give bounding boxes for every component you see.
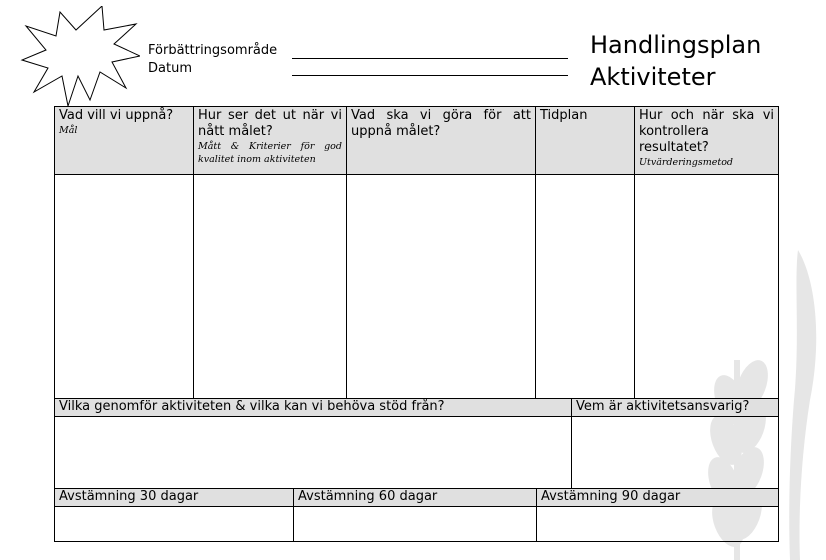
- column-criteria: [194, 107, 347, 174]
- reconciliation-table-header: [55, 489, 778, 507]
- column-evaluation-label: Hur och när ska vi kontrollera resultatet?: [639, 108, 774, 155]
- support-table-body: [55, 417, 778, 489]
- page-subtitle: Aktiviteter: [590, 63, 716, 91]
- activity-table-header: [55, 107, 778, 175]
- goal-input-cell[interactable]: [55, 175, 194, 399]
- evaluation-input-cell[interactable]: [635, 175, 778, 399]
- participants-input-cell[interactable]: [55, 417, 572, 489]
- column-goal-label: Vad vill vi uppnå?: [59, 108, 174, 123]
- column-schedule-label: Tidplan: [540, 108, 588, 123]
- column-criteria-label: Hur ser det ut när vi nått målet?: [198, 108, 342, 139]
- date-line[interactable]: [292, 75, 568, 76]
- reconciliation-30-header: Avstämning 30 dagar: [55, 489, 294, 506]
- column-goal: [55, 107, 194, 174]
- actions-input-cell[interactable]: [347, 175, 536, 399]
- activity-table: [54, 106, 779, 399]
- improvement-area-line[interactable]: [292, 58, 568, 59]
- support-table: [54, 398, 779, 489]
- starburst-icon: [20, 6, 140, 106]
- column-criteria-sub: Mått & Kriterier för god kvalitet inom aktiviteten: [198, 141, 342, 165]
- responsible-input-cell[interactable]: [572, 417, 778, 489]
- column-evaluation: [635, 107, 778, 174]
- participants-header: Vilka genomför aktiviteten & vilka kan vi behöva stöd från?: [55, 399, 572, 416]
- responsible-header: Vem är aktivitetsansvarig?: [576, 399, 750, 414]
- date-label: Datum: [148, 61, 192, 76]
- improvement-area-label: Förbättringsområde: [148, 43, 278, 58]
- column-schedule: [536, 107, 635, 174]
- reconciliation-table-body: [55, 507, 778, 542]
- reconciliation-table: [54, 488, 779, 542]
- activity-table-body: [55, 175, 778, 399]
- support-table-header: [55, 399, 778, 417]
- column-actions: [347, 107, 536, 174]
- column-actions-label: Vad ska vi göra för att uppnå målet?: [351, 108, 531, 139]
- criteria-input-cell[interactable]: [194, 175, 347, 399]
- reconciliation-30-input-cell[interactable]: [55, 507, 294, 542]
- reconciliation-90-header: Avstämning 90 dagar: [541, 489, 681, 504]
- reconciliation-60-input-cell[interactable]: [294, 507, 537, 542]
- page-title: Handlingsplan: [590, 31, 762, 59]
- column-evaluation-sub: Utvärderingsmetod: [639, 157, 734, 168]
- column-goal-sub: Mål: [59, 125, 78, 136]
- schedule-input-cell[interactable]: [536, 175, 635, 399]
- reconciliation-90-input-cell[interactable]: [537, 507, 778, 542]
- reconciliation-60-header: Avstämning 60 dagar: [294, 489, 537, 506]
